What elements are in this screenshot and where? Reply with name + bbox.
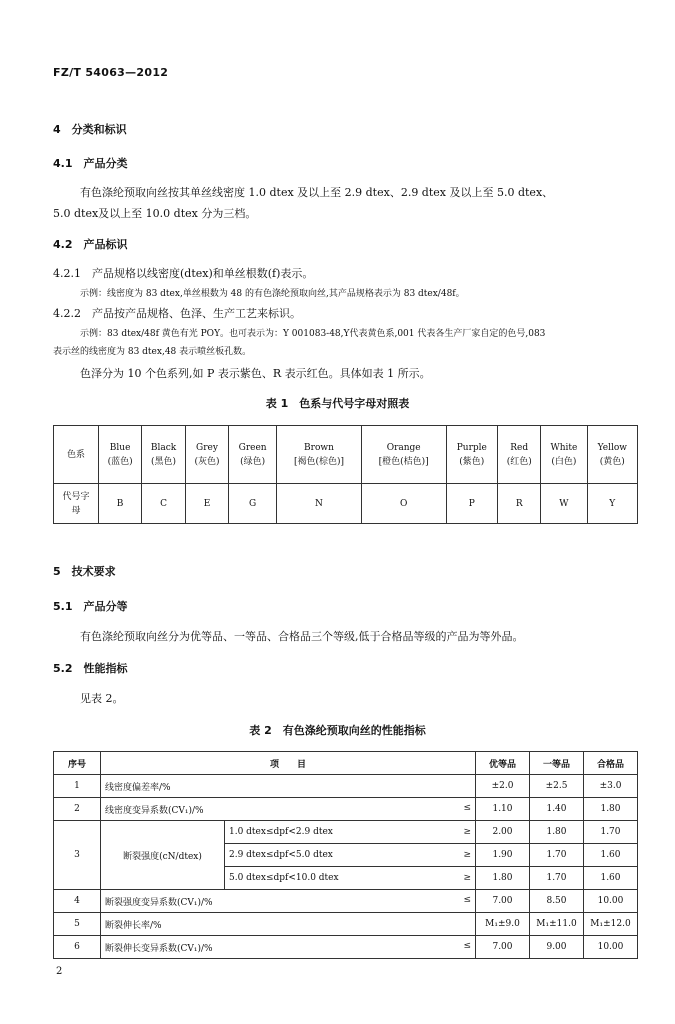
color-en: Red — [510, 442, 529, 453]
color-cell — [446, 426, 498, 484]
section-4-2-1: 4.2.1 产品规格以线密度(dtex)和单丝根数(f)表示。 — [53, 267, 314, 280]
table-row — [54, 775, 638, 798]
table-row — [54, 890, 638, 913]
header-first-grade: 一等品 — [530, 752, 584, 775]
section-4-2-2-example-1: 示例：83 dtex/48f 黄色有光 POY。也可表示为：Y 001083-48,Y代表黄色系,001 代表各生产厂家自定的色号,083 — [80, 329, 546, 339]
value-first-grade: 8.50 — [530, 890, 584, 913]
row-label-color-series: 色系 — [54, 426, 99, 484]
value-premium: M₁±9.0 — [476, 913, 530, 936]
value-first-grade: 1.40 — [530, 798, 584, 821]
value-qualified: ±3.0 — [584, 775, 638, 798]
color-zh: (绿色) — [240, 456, 266, 467]
value-first-grade: 1.70 — [530, 867, 584, 890]
section-5-title: 5 技术要求 — [53, 565, 116, 578]
color-cell — [185, 426, 228, 484]
item-label: 线密度偏差率/% — [105, 782, 171, 793]
item-label: 线密度变异系数(CV₁)/% — [105, 805, 204, 816]
row-no: 6 — [54, 936, 101, 959]
section-5-1-text: 有色涤纶预取向丝分为优等品、一等品、合格品三个等级,低于合格品等级的产品为等外品。 — [80, 630, 524, 643]
row-no: 4 — [54, 890, 101, 913]
sub-range — [225, 821, 476, 844]
value-first-grade: 1.80 — [530, 821, 584, 844]
color-cell — [229, 426, 277, 484]
sub-range — [225, 844, 476, 867]
table-row — [54, 936, 638, 959]
item-label: 断裂伸长率/% — [105, 920, 162, 931]
item-label: 断裂伸长变异系数(CV₁)/% — [105, 943, 213, 954]
row-item — [101, 775, 476, 798]
color-cell — [142, 426, 186, 484]
code-cell: G — [229, 484, 277, 524]
value-premium: 7.00 — [476, 890, 530, 913]
section-4-2-1-example: 示例：线密度为 83 dtex,单丝根数为 48 的有色涤纶预取向丝,其产品规格表示为 83 dtex/48f。 — [80, 289, 465, 299]
item-operator: ≤ — [463, 894, 471, 905]
range-label: 1.0 dtex≤dpf<2.9 dtex — [229, 827, 333, 837]
range-operator: ≥ — [463, 873, 471, 883]
color-en: Brown — [304, 442, 334, 453]
value-qualified: 1.70 — [584, 821, 638, 844]
table-row — [54, 821, 638, 844]
color-zh: (黄色) — [599, 456, 625, 467]
color-en: Grey — [196, 442, 218, 453]
color-zh: (紫色) — [459, 456, 485, 467]
color-series-text: 色泽分为 10 个色系列,如 P 表示紫色、R 表示红色。具体如表 1 所示。 — [80, 367, 431, 380]
section-5-1-title: 5.1 产品分等 — [53, 600, 128, 613]
value-qualified: 10.00 — [584, 890, 638, 913]
color-en: Green — [238, 442, 267, 453]
value-qualified: 1.60 — [584, 867, 638, 890]
row-no: 1 — [54, 775, 101, 798]
value-premium: ±2.0 — [476, 775, 530, 798]
code-cell: N — [277, 484, 362, 524]
code-cell: B — [99, 484, 142, 524]
value-first-grade: 9.00 — [530, 936, 584, 959]
standard-code: FZ/T 54063—2012 — [53, 66, 169, 79]
value-first-grade: 1.70 — [530, 844, 584, 867]
table-row — [54, 798, 638, 821]
range-label: 2.9 dtex≤dpf<5.0 dtex — [229, 850, 333, 860]
color-cell — [498, 426, 541, 484]
row-no: 5 — [54, 913, 101, 936]
code-cell: W — [541, 484, 587, 524]
header-qualified: 合格品 — [584, 752, 638, 775]
color-en: White — [550, 442, 578, 453]
row-item — [101, 798, 476, 821]
code-cell: P — [446, 484, 498, 524]
row-item — [101, 890, 476, 913]
section-4-2-title: 4.2 产品标识 — [53, 238, 128, 251]
color-cell — [361, 426, 446, 484]
header-item: 项 目 — [101, 752, 476, 775]
section-4-title: 4 分类和标识 — [53, 123, 127, 136]
color-zh: (灰色) — [194, 456, 220, 467]
value-premium: 7.00 — [476, 936, 530, 959]
color-cell — [99, 426, 142, 484]
section-4-2-2-example-2: 表示丝的线密度为 83 dtex,48 表示喷丝板孔数。 — [53, 347, 252, 357]
color-zh: (蓝色) — [107, 456, 133, 467]
code-cell: O — [361, 484, 446, 524]
value-premium: 1.90 — [476, 844, 530, 867]
value-qualified: 10.00 — [584, 936, 638, 959]
color-en: Purple — [456, 442, 487, 453]
range-operator: ≥ — [463, 850, 471, 860]
code-cell: E — [185, 484, 228, 524]
value-qualified: 1.80 — [584, 798, 638, 821]
table-2-caption: 表 2 有色涤纶预取向丝的性能指标 — [249, 724, 426, 737]
header-no: 序号 — [54, 752, 101, 775]
value-premium: 2.00 — [476, 821, 530, 844]
section-4-1-text-1: 有色涤纶预取向丝按其单丝线密度 1.0 dtex 及以上至 2.9 dtex、2.9 dtex 及以上至 5.0 dtex、 — [80, 186, 554, 199]
color-zh: (黑色) — [151, 456, 177, 467]
item-label: 断裂强度变异系数(CV₁)/% — [105, 897, 213, 908]
table-1-caption: 表 1 色系与代号字母对照表 — [265, 397, 410, 410]
color-zh: (红色) — [506, 456, 532, 467]
header-premium: 优等品 — [476, 752, 530, 775]
row-no: 3 — [54, 821, 101, 890]
code-cell: C — [142, 484, 186, 524]
value-first-grade: M₁±11.0 — [530, 913, 584, 936]
sub-range — [225, 867, 476, 890]
row-label-code-letter: 代号字母 — [54, 484, 99, 524]
section-5-2-title: 5.2 性能指标 — [53, 662, 128, 675]
row-item — [101, 936, 476, 959]
color-en: Yellow — [597, 442, 627, 453]
color-en: Orange — [386, 442, 421, 453]
row-item: 断裂强度(cN/dtex) — [101, 821, 225, 890]
color-zh: (白色) — [551, 456, 577, 467]
color-code-table — [53, 425, 638, 524]
section-4-2-2: 4.2.2 产品按产品规格、色泽、生产工艺来标识。 — [53, 307, 301, 320]
color-en: Blue — [109, 442, 131, 453]
color-cell — [587, 426, 637, 484]
item-operator: ≤ — [463, 940, 471, 951]
table-row — [54, 913, 638, 936]
value-premium: 1.10 — [476, 798, 530, 821]
value-first-grade: ±2.5 — [530, 775, 584, 798]
value-qualified: M₁±12.0 — [584, 913, 638, 936]
color-en: Black — [150, 442, 177, 453]
code-cell: R — [498, 484, 541, 524]
page-number: 2 — [56, 966, 63, 977]
code-cell: Y — [587, 484, 637, 524]
color-zh: [褐色(棕色)] — [293, 456, 344, 467]
color-cell — [541, 426, 587, 484]
section-4-1-text-2: 5.0 dtex及以上至 10.0 dtex 分为三档。 — [53, 207, 257, 220]
section-4-1-title: 4.1 产品分类 — [53, 157, 128, 170]
range-label: 5.0 dtex≤dpf<10.0 dtex — [229, 873, 339, 883]
value-qualified: 1.60 — [584, 844, 638, 867]
range-operator: ≥ — [463, 827, 471, 837]
row-item — [101, 913, 476, 936]
color-zh: [橙色(桔色)] — [378, 456, 429, 467]
row-no: 2 — [54, 798, 101, 821]
section-5-2-text: 见表 2。 — [80, 692, 124, 705]
value-premium: 1.80 — [476, 867, 530, 890]
performance-table — [53, 751, 638, 959]
item-operator: ≤ — [463, 802, 471, 813]
color-cell — [277, 426, 362, 484]
